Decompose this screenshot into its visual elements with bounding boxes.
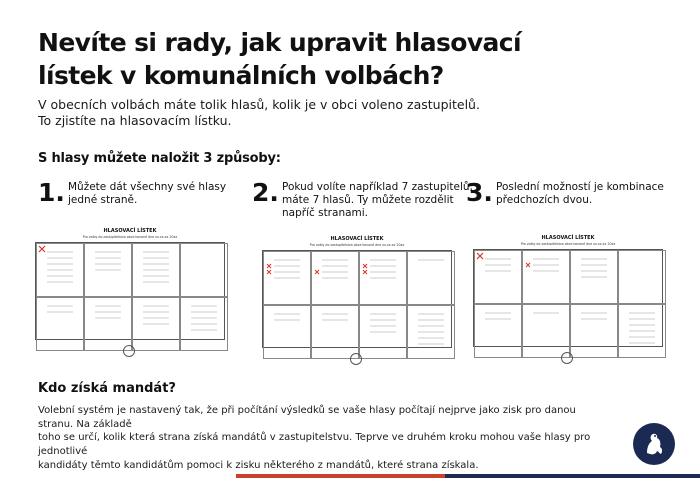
party-box — [84, 243, 132, 297]
party-box — [36, 243, 84, 297]
party-box — [359, 251, 407, 305]
method-1-line-2: jedné straně. — [68, 194, 138, 206]
party-lines — [37, 298, 83, 346]
method-2-line-3: napříč stranami. — [282, 207, 369, 219]
party-box — [522, 304, 570, 358]
party-box — [36, 297, 84, 351]
page-title-line-1: Nevíte si rady, jak upravit hlasovací — [38, 28, 521, 57]
method-3-line-1: Poslední možností je kombinace — [496, 181, 664, 193]
ballot-example-3 — [473, 235, 663, 369]
ballot-title: HLASOVACÍ LÍSTEK — [330, 236, 384, 242]
ballot-title: HLASOVACÍ LÍSTEK — [103, 228, 157, 234]
ballot-example-1 — [35, 228, 225, 362]
lion-crest-icon — [633, 423, 675, 465]
method-2-line-1: Pokud volíte například 7 zastupitelů, — [282, 181, 473, 193]
party-box — [407, 305, 455, 359]
party-box — [618, 304, 666, 358]
ballot-subtitle: Pro volby do zastupitelstva obce konané dne xx.xx.xx 20xx — [520, 242, 616, 246]
party-lines — [571, 251, 617, 299]
party-box — [474, 304, 522, 358]
method-1-number: 1. — [38, 178, 65, 207]
party-lines — [312, 252, 358, 300]
party-lines — [360, 252, 406, 300]
method-3-text — [496, 181, 664, 207]
party-lines — [360, 306, 406, 354]
party-lines — [37, 244, 83, 292]
party-lines — [523, 251, 569, 299]
method-3-number: 3. — [466, 178, 493, 207]
mandate-line-1: Volební systém je nastavený tak, že při počítání výsledků se vaše hlasy počítají nejprve jako zisk pro danou stranu. Na základě — [38, 405, 576, 430]
party-box — [132, 243, 180, 297]
ballot-grid — [35, 242, 225, 340]
ballot-example-2 — [262, 236, 452, 370]
party-box — [132, 297, 180, 351]
method-3 — [466, 179, 664, 207]
accent-band-navy — [445, 474, 700, 478]
page-title-line-2: lístek v komunálních volbách? — [38, 61, 444, 90]
party-lines — [619, 305, 665, 353]
party-box — [570, 250, 618, 304]
method-2-text — [282, 181, 473, 220]
page-title — [38, 26, 558, 92]
method-1-line-1: Můžete dát všechny své hlasy — [68, 181, 227, 193]
ballot-seal-icon — [123, 345, 135, 357]
party-box — [263, 305, 311, 359]
accent-band-red — [236, 474, 445, 478]
intro-text — [38, 97, 598, 129]
party-box — [407, 251, 455, 305]
party-lines — [85, 298, 131, 346]
party-lines — [571, 305, 617, 353]
party-box — [570, 304, 618, 358]
mandate-body — [38, 404, 598, 473]
party-lines — [133, 244, 179, 292]
party-lines — [264, 306, 310, 354]
party-lines — [85, 244, 131, 292]
party-lines — [264, 252, 310, 300]
ballot-subtitle: Pro volby do zastupitelstva obce konané dne xx.xx.xx 20xx — [82, 235, 178, 239]
party-box — [618, 250, 666, 304]
party-box — [263, 251, 311, 305]
mandate-line-2: toho se určí, kolik která strana získá mandátů v zastupitelstvu. Teprve ve druhém kroku mohou vaše hlasy pro jednotlivé — [38, 432, 591, 458]
mandate-line-3: kandidáty těmto kandidátům pomoci k zisku některého z mandátů, které strana získala. — [38, 459, 479, 471]
intro-line-1: V obecních volbách máte tolik hlasů, kolik je v obci voleno zastupitelů. — [38, 97, 480, 112]
party-box — [359, 305, 407, 359]
party-lines — [408, 306, 454, 354]
mandate-heading: Kdo získá mandát? — [38, 381, 176, 396]
party-lines — [408, 252, 454, 300]
party-box — [522, 250, 570, 304]
party-lines — [133, 298, 179, 346]
ballot-grid — [473, 249, 663, 347]
method-2-number: 2. — [252, 178, 279, 207]
party-box — [474, 250, 522, 304]
ballot-seal-icon — [561, 352, 573, 364]
lion-crest-graphic — [633, 423, 675, 465]
method-3-line-2: předchozích dvou. — [496, 194, 593, 206]
party-lines — [181, 298, 227, 346]
method-2-line-2: máte 7 hlasů. Ty můžete rozdělit — [282, 194, 454, 206]
party-lines — [523, 305, 569, 353]
methods-heading: S hlasy můžete naložit 3 způsoby: — [38, 151, 281, 166]
ballot-seal-icon — [350, 353, 362, 365]
method-1 — [38, 179, 226, 207]
party-lines — [312, 306, 358, 354]
party-box — [311, 305, 359, 359]
ballot-title: HLASOVACÍ LÍSTEK — [541, 235, 595, 241]
party-lines — [475, 251, 521, 299]
method-2 — [252, 179, 473, 220]
party-box — [180, 297, 228, 351]
method-1-text — [68, 181, 226, 207]
ballot-grid — [262, 250, 452, 348]
party-lines — [475, 305, 521, 353]
party-box — [180, 243, 228, 297]
ballot-subtitle: Pro volby do zastupitelstva obce konané dne xx.xx.xx 20xx — [309, 243, 405, 247]
party-box — [84, 297, 132, 351]
intro-line-2: To zjistíte na hlasovacím lístku. — [38, 113, 232, 128]
party-box — [311, 251, 359, 305]
